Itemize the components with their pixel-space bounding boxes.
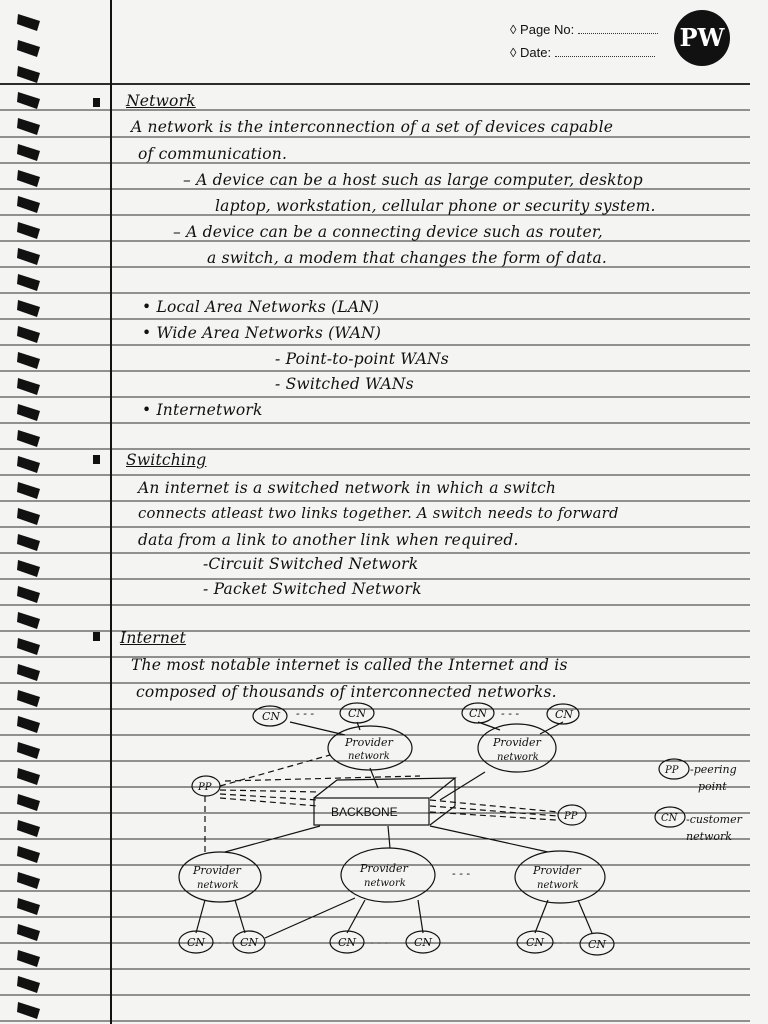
pp-label: PP bbox=[198, 782, 212, 793]
cn-label: CN bbox=[469, 707, 488, 720]
legend-cn-code: CN bbox=[661, 813, 678, 824]
provider-label-1: Provider bbox=[193, 864, 241, 877]
provider-label-1: Provider bbox=[493, 736, 541, 749]
legend-cn-text-2: network bbox=[686, 830, 732, 843]
cn-label: CN bbox=[240, 936, 259, 949]
cn-ellipsis: - - - bbox=[212, 938, 229, 949]
provider-label-2: network bbox=[348, 751, 390, 762]
network-line-3: – A device can be a host such as large computer, desktop bbox=[183, 171, 643, 189]
cn-label: CN bbox=[338, 936, 357, 949]
provider-label-2: network bbox=[537, 880, 579, 891]
legend-pp-text: -peering bbox=[690, 763, 737, 776]
page-no-label: Page No: bbox=[520, 22, 575, 37]
list-item-p2p-wan: - Point-to-point WANs bbox=[275, 350, 449, 368]
network-line-1: A network is the interconnection of a set of devices capable bbox=[131, 118, 614, 136]
legend-pp-text-2: point bbox=[698, 780, 727, 793]
legend-pp-code: PP bbox=[665, 765, 679, 776]
internet-line-2: composed of thousands of interconnected networks. bbox=[136, 683, 557, 701]
cn-label: CN bbox=[588, 938, 607, 951]
switching-line-2: connects atleast two links together. A switch needs to forward bbox=[138, 505, 619, 522]
network-line-2: of communication. bbox=[138, 145, 288, 163]
switching-line-3: data from a link to another link when required. bbox=[138, 531, 519, 549]
cn-label: CN bbox=[262, 710, 281, 723]
cn-ellipsis: - - - bbox=[296, 707, 315, 720]
cn-label: CN bbox=[187, 936, 206, 949]
provider-label-1: Provider bbox=[345, 736, 393, 749]
internet-heading: Internet bbox=[120, 629, 186, 647]
network-line-5: – A device can be a connecting device such as router, bbox=[173, 223, 603, 241]
backbone-label: BACKBONE bbox=[331, 805, 398, 819]
provider-label-2: network bbox=[497, 752, 539, 763]
list-item-wan: • Wide Area Networks (WAN) bbox=[142, 324, 382, 342]
network-line-4: laptop, workstation, cellular phone or security system. bbox=[215, 197, 656, 215]
provider-label-1: Provider bbox=[533, 864, 581, 877]
logo-text: PW bbox=[679, 23, 725, 52]
cn-label: CN bbox=[526, 936, 545, 949]
switching-line-1: An internet is a switched network in which a switch bbox=[138, 479, 557, 497]
list-item-internetwork: • Internetwork bbox=[142, 401, 263, 419]
legend-cn-text: -customer bbox=[686, 813, 742, 826]
cn-ellipsis: - - - bbox=[553, 938, 570, 949]
cn-label: CN bbox=[414, 936, 433, 949]
internet-line-1: The most notable internet is called the Internet and is bbox=[131, 656, 568, 674]
provider-label-1: Provider bbox=[360, 862, 408, 875]
provider-label-2: network bbox=[364, 878, 406, 889]
cn-label: CN bbox=[348, 707, 367, 720]
diamond-icon: ◊ bbox=[510, 45, 521, 60]
provider-label-2: network bbox=[197, 880, 239, 891]
pp-label: PP bbox=[564, 811, 578, 822]
switching-line-5: - Packet Switched Network bbox=[203, 580, 422, 598]
list-item-switched-wan: - Switched WANs bbox=[275, 375, 414, 393]
cn-ellipsis: - - - bbox=[501, 707, 520, 720]
switching-heading: Switching bbox=[126, 451, 207, 469]
cn-ellipsis: - - - bbox=[370, 936, 389, 949]
diamond-icon: ◊ bbox=[510, 22, 521, 37]
cn-label: CN bbox=[555, 708, 574, 721]
switching-line-4: -Circuit Switched Network bbox=[203, 555, 419, 573]
list-item-lan: • Local Area Networks (LAN) bbox=[142, 298, 380, 316]
date-label: Date: bbox=[520, 45, 552, 60]
provider-ellipsis: - - - bbox=[452, 867, 471, 880]
network-heading: Network bbox=[126, 92, 196, 110]
network-line-6: a switch, a modem that changes the form of data. bbox=[207, 249, 608, 267]
